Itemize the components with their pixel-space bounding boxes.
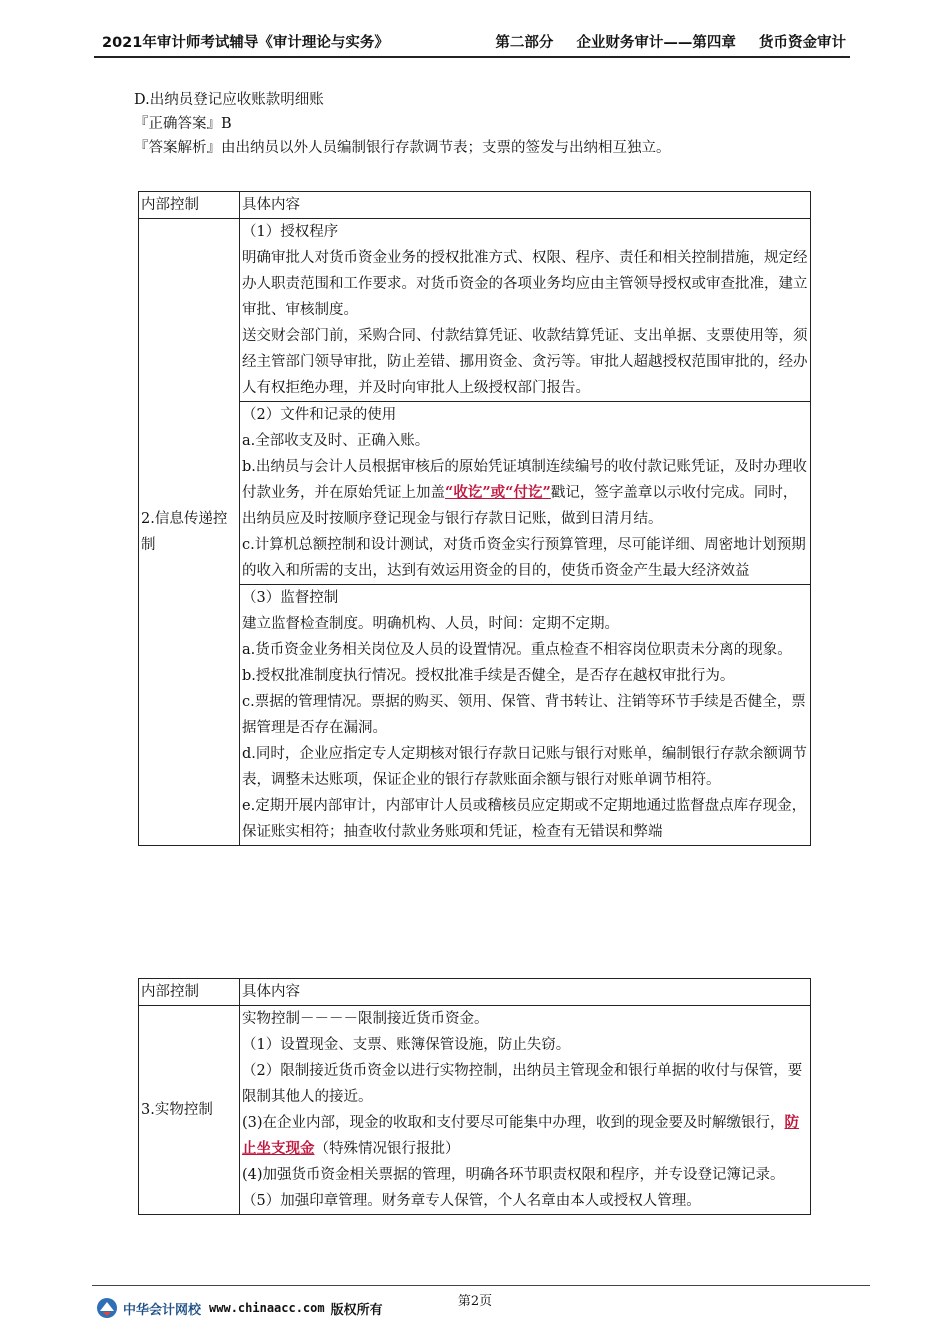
docs-item-c: c.计算机总额控制和设计测试，对货币资金实行预算管理，尽可能详细、周密地计划预期的收入和所需的支出，达到有效运用资金的目的，使货币资金产生最大经济效益 (242, 537, 806, 579)
header-chapter: 企业财务审计——第四章 (576, 35, 736, 51)
highlight-received-paid: “收讫”或“付讫” (445, 484, 551, 501)
col-header-content: 具体内容 (240, 192, 811, 219)
option-d: D.出纳员登记应收账款明细账 (134, 92, 324, 108)
docs-item-a: a.全部收支及时、正确入账。 (242, 433, 430, 449)
supervise-title: （3）监督控制 (242, 590, 339, 606)
docs-item-b-text-cont: 戳记，签字盖章以示收付完成。同时，出纳员应及时按顺序登记现金与银行存款日记账，做到日清月结。 (242, 485, 798, 527)
table-header-row (139, 192, 811, 219)
supervise-intro: 建立监督检查制度。明确机构、人员，时间：定期不定期。 (242, 616, 619, 632)
auth-procedure-cell (240, 219, 811, 402)
chinaacc-logo-icon (96, 1297, 118, 1319)
col-header-control: 内部控制 (139, 192, 240, 219)
answer-explanation: 『答案解析』由出纳员以外人员编制银行存款调节表；支票的签发与出纳相互独立。 (134, 140, 671, 156)
supervise-item-d: d.同时，企业应指定专人定期核对银行存款日记账与银行对账单，编制银行存款余额调节表，调整未达账项，保证企业的银行存款账面余额与银行对账单调节相符。 (242, 746, 807, 788)
physical-item-2: （2）限制接近货币资金以进行实物控制，出纳员主管现金和银行单据的收付与保管，要限制其他人的接近。 (242, 1063, 803, 1105)
page-header (94, 30, 850, 58)
info-control-table (138, 191, 811, 846)
docs-item-b (242, 454, 808, 532)
brand-name: 中华会计网校 (123, 1302, 202, 1318)
table-row (139, 585, 811, 846)
physical-item-4: (4)加强货币资金相关票据的管理，明确各环节职责权限和程序，并专设登记簿记录。 (242, 1167, 785, 1183)
physical-control-cell (240, 1006, 811, 1215)
row-label-info-control: 2.信息传递控制 (139, 219, 240, 846)
question-answer-block (134, 88, 671, 160)
physical-item-1: （1）设置现金、支票、账簿保管设施，防止失窃。 (242, 1037, 571, 1053)
supervise-item-b: b.授权批准制度执行情况。授权批准手续是否健全，是否存在越权审批行为。 (242, 668, 735, 684)
col-header-control: 内部控制 (139, 979, 240, 1006)
header-topic: 货币资金审计 (759, 35, 846, 51)
physical-item-3 (242, 1110, 808, 1162)
row-label-physical-control: 3.实物控制 (139, 1006, 240, 1215)
physical-item-3-text: (3)在企业内部，现金的收取和支付要尽可能集中办理，收到的现金要及时解缴银行， (242, 1115, 785, 1131)
supervise-item-e: e.定期开展内部审计，内部审计人员或稽核员应定期或不定期地通过监督盘点库存现金，保证账实相符；抽查收付款业务账项和凭证，检查有无错误和弊端 (242, 798, 807, 840)
physical-item-3-text-cont: （特殊情况银行报批） (314, 1141, 460, 1157)
table-row (139, 1006, 811, 1215)
correct-answer: 『正确答案』B (134, 116, 232, 132)
highlight-no-sitting-cash: 防止坐支现金 (242, 1114, 800, 1157)
copyright-text: 版权所有 (330, 1302, 383, 1318)
physical-intro: 实物控制－－－－限制接近货币资金。 (242, 1011, 489, 1027)
page-number: 第2页 (457, 1294, 493, 1309)
supervise-item-a: a.货币资金业务相关岗位及人员的设置情况。重点检查不相容岗位职责未分离的现象。 (242, 642, 792, 658)
footer-brand (96, 1296, 383, 1320)
header-course-title: 2021年审计师考试辅导《审计理论与实务》 (102, 35, 389, 51)
supervision-cell (240, 585, 811, 846)
table-row (139, 219, 811, 402)
docs-title: （2）文件和记录的使用 (242, 407, 397, 423)
auth-p1: 明确审批人对货币资金业务的授权批准方式、权限、程序、责任和相关控制措施，规定经办人职责范围和工作要求。对货币资金的各项业务均应由主管领导授权或审查批准，建立审批、审核制度。 (242, 250, 808, 318)
docs-item-b-text: b.出纳员与会计人员根据审核后的原始凭证填制连续编号的收付款记账凭证，及时办理收付款业务，并在原始凭证上加盖 (242, 459, 807, 501)
docs-records-cell (240, 402, 811, 585)
table-header-row (139, 979, 811, 1006)
brand-url: www.chinaacc.com (209, 1301, 325, 1315)
supervise-item-c: c.票据的管理情况。票据的购买、领用、保管、背书转让、注销等环节手续是否健全，票据管理是否存在漏洞。 (242, 694, 806, 736)
auth-title: （1）授权程序 (242, 224, 339, 240)
physical-control-table (138, 978, 811, 1215)
footer-divider (92, 1285, 870, 1286)
table-row (139, 402, 811, 585)
auth-p2: 送交财会部门前，采购合同、付款结算凭证、收款结算凭证、支出单据、支票使用等，须经主管部门领导审批，防止差错、挪用资金、贪污等。审批人超越授权范围审批的，经办人有权拒绝办理，并及时向审批人上级授权部门报告。 (242, 328, 808, 396)
col-header-content: 具体内容 (240, 979, 811, 1006)
physical-item-5: （5）加强印章管理。财务章专人保管，个人名章由本人或授权人管理。 (242, 1193, 701, 1209)
header-section (477, 30, 846, 56)
header-part: 第二部分 (495, 35, 554, 51)
